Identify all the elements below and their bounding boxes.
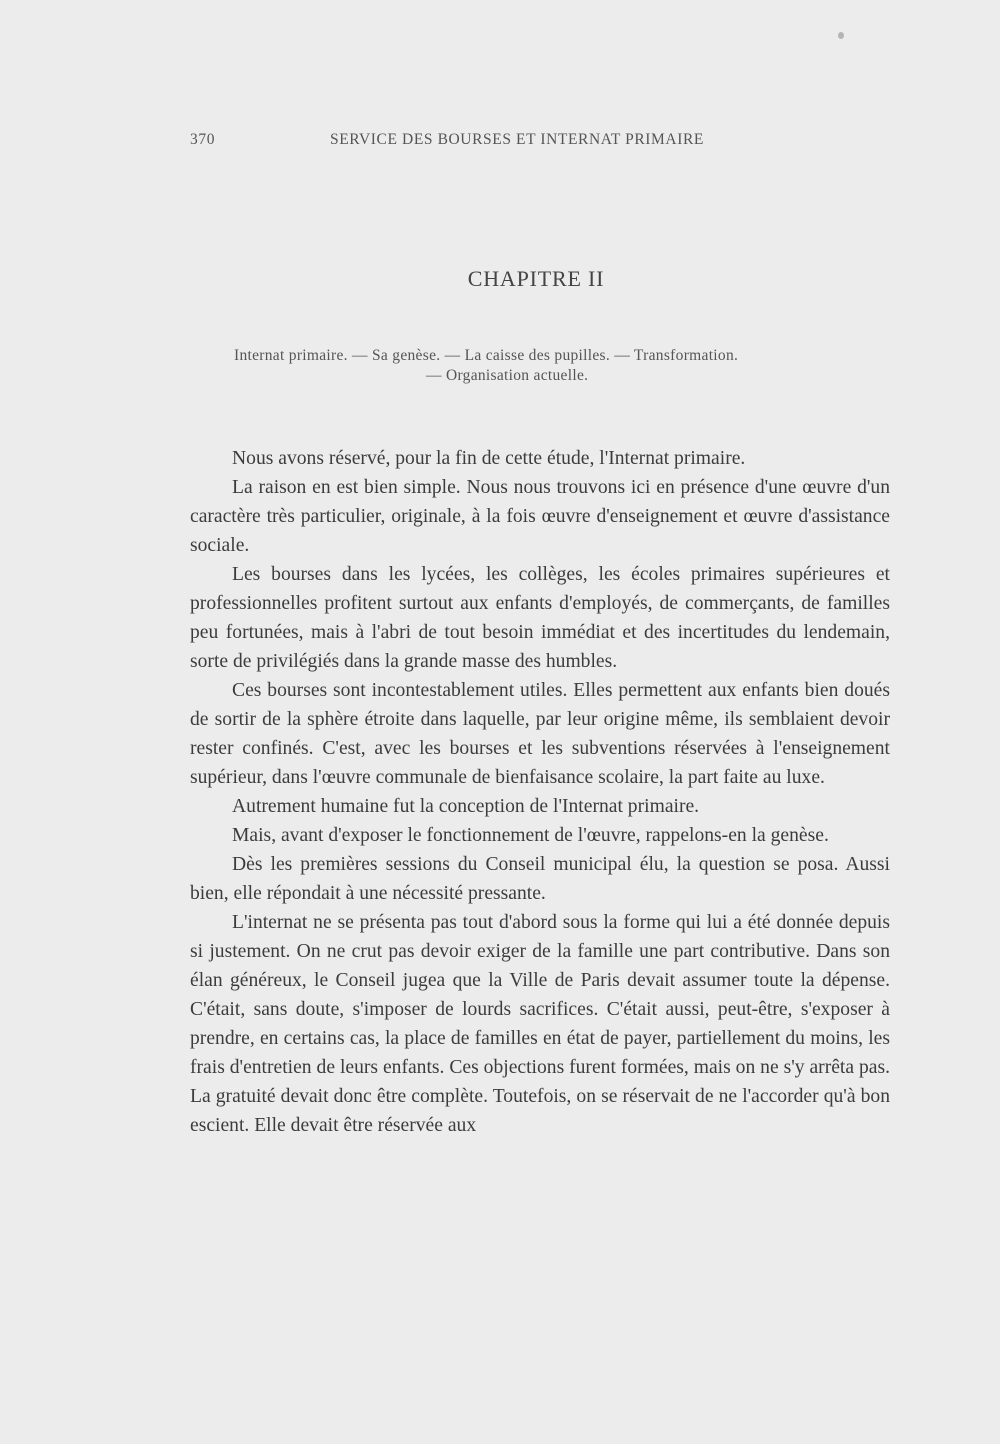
chapter-summary — [190, 346, 890, 386]
body-text — [190, 444, 890, 1140]
summary-line-1: Internat primaire. — Sa genèse. — La caisse des pupilles. — Transformation. — [234, 347, 739, 364]
paragraph: Mais, avant d'exposer le fonctionnement de l'œuvre, rappelons-en la genèse. — [232, 825, 829, 846]
running-header — [190, 131, 890, 155]
paragraph: Autrement humaine fut la conception de l'Internat primaire. — [232, 796, 700, 817]
paragraph: Les bourses dans les lycées, les collèges, les écoles primaires supérieures et professionnelles profitent surtout aux enfants d'employés, de commerçants, de familles peu fortunées, mais à l'abri de tout besoin immédiat et des incertitudes du lendemain, sorte de privilégiés dans la grande masse des humbles. — [190, 564, 890, 672]
paragraph: L'internat ne se présenta pas tout d'abord sous la forme qui lui a été donnée depuis si justement. On ne crut pas devoir exiger de la famille une part contributive. Dans son élan généreux, le Conseil jugea que la Ville de Paris devait assumer toute la dépense. C'était, sans doute, s'imposer de lourds sacrifices. C'était aussi, peut-être, s'exposer à prendre, en certains cas, la place de familles en état de payer, partiellement du moins, les frais d'entretien de leurs enfants. Ces objections furent formées, mais on ne s'y arrêta pas. La gratuité devait donc être complète. Toutefois, on se réservait de ne l'accorder qu'à bon escient. Elle devait être réservée aux — [190, 912, 890, 1136]
chapter-title: CHAPITRE II — [467, 266, 605, 291]
paragraph: Dès les premières sessions du Conseil municipal élu, la question se posa. Aussi bien, elle répondait à une nécessité pressante. — [190, 854, 890, 904]
ink-speck — [838, 32, 844, 39]
running-title: SERVICE DES BOURSES ET INTERNAT PRIMAIRE — [330, 131, 704, 148]
page-number: 370 — [190, 131, 216, 148]
summary-line-2: — Organisation actuelle. — [426, 367, 589, 384]
paragraph: La raison en est bien simple. Nous nous trouvons ici en présence d'une œuvre d'un caractère très particulier, originale, à la fois œuvre d'enseignement et œuvre d'assistance sociale. — [190, 477, 890, 556]
paragraph: Ces bourses sont incontestablement utiles. Elles permettent aux enfants bien doués de sortir de la sphère étroite dans laquelle, par leur origine même, ils semblaient devoir rester confinés. C'est, avec les bourses et les subventions réservées à l'enseignement supérieur, dans l'œuvre communale de bienfaisance scolaire, la part faite au luxe. — [190, 680, 890, 788]
paragraph: Nous avons réservé, pour la fin de cette étude, l'Internat primaire. — [232, 448, 746, 469]
